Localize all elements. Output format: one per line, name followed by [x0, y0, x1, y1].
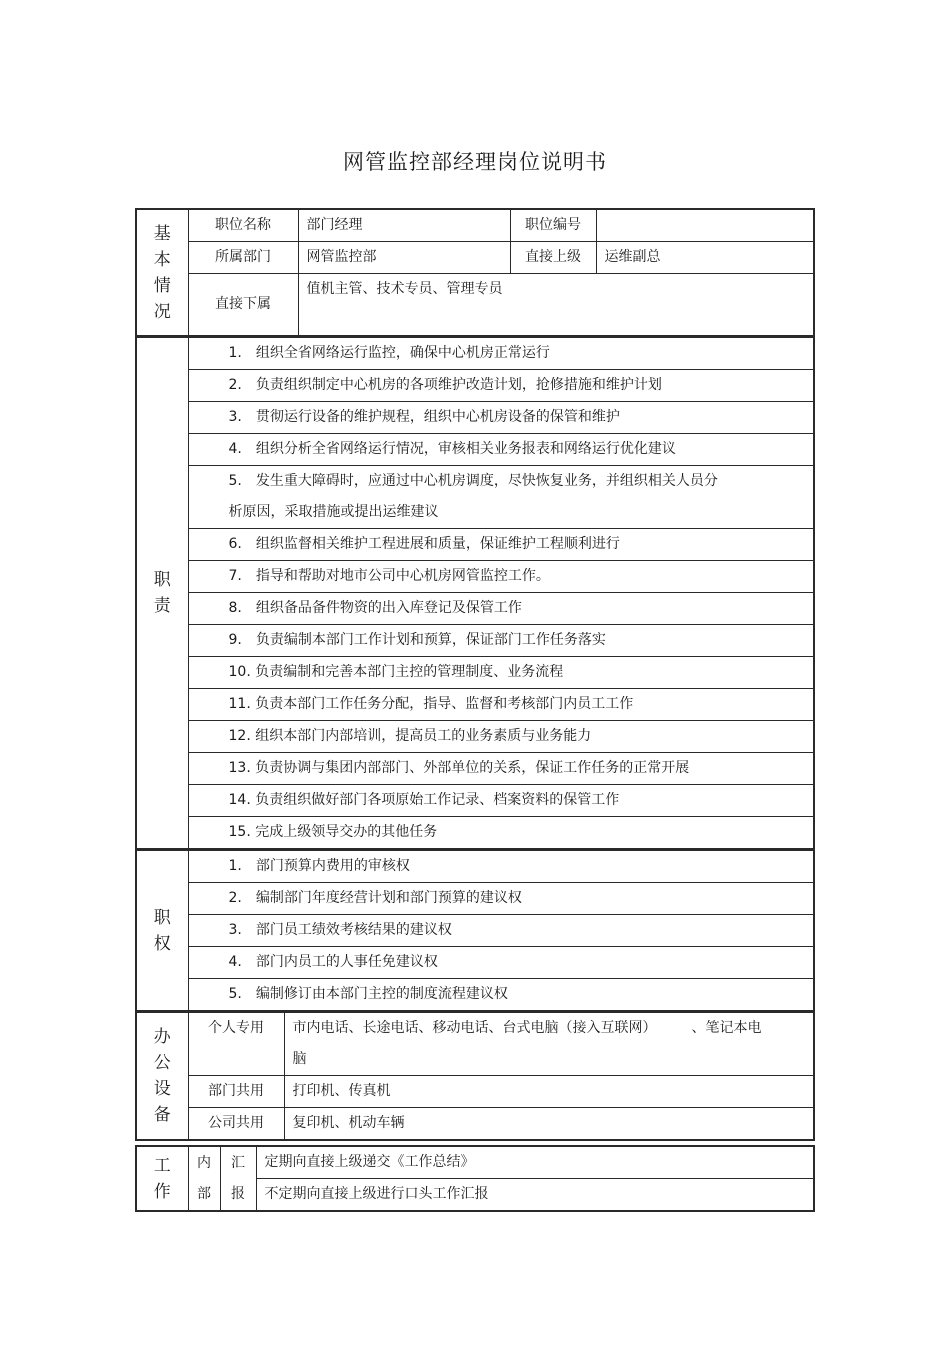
equipment-department-label: 部门共用 [188, 1076, 284, 1108]
equipment-company-value: 复印机、机动车辆 [284, 1108, 814, 1141]
duty-item: 3. 贯彻运行设备的维护规程，组织中心机房设备的保管和维护 [188, 402, 814, 434]
subordinates-value: 值机主管、技术专员、管理专员 [298, 274, 814, 336]
position-name-value: 部门经理 [298, 209, 510, 242]
duty-item: 7. 指导和帮助对地市公司中心机房网管监控工作。 [188, 561, 814, 593]
equipment-personal-line1: 市内电话、长途电话、移动电话、台式电脑（接入互联网） 、笔记本电 [292, 1020, 762, 1036]
duty-item: 5. 发生重大障碍时，应通过中心机房调度，尽快恢复业务，并组织相关人员分 [188, 466, 814, 498]
page-title: 网管监控部经理岗位说明书 [343, 150, 607, 174]
department-value: 网管监控部 [298, 242, 510, 274]
work-internal-label: 内部 [188, 1146, 220, 1211]
duty-item: 1. 组织全省网络运行监控，确保中心机房正常运行 [188, 337, 814, 370]
duty-item: 2. 负责组织制定中心机房的各项维护改造计划，抢修措施和维护计划 [188, 370, 814, 402]
position-name-label: 职位名称 [188, 209, 298, 242]
work-relations-table [135, 1145, 815, 1212]
basic-info-table [135, 208, 815, 336]
power-item: 5. 编制修订由本部门主控的制度流程建议权 [188, 979, 814, 1011]
power-item: 3. 部门员工绩效考核结果的建议权 [188, 915, 814, 947]
supervisor-label: 直接上级 [510, 242, 596, 274]
power-item: 2. 编制部门年度经营计划和部门预算的建议权 [188, 883, 814, 915]
position-code-label: 职位编号 [510, 209, 596, 242]
equipment-personal-value [284, 1012, 814, 1076]
duty-item: 4. 组织分析全省网络运行情况，审核相关业务报表和网络运行优化建议 [188, 434, 814, 466]
power-item: 1. 部门预算内费用的审核权 [188, 850, 814, 883]
powers-section-label: 职权 [136, 850, 188, 1011]
equipment-personal-line2: 脑 [292, 1051, 307, 1067]
duty-item: 13. 负责协调与集团内部部门、外部单位的关系，保证工作任务的正常开展 [188, 753, 814, 785]
basic-section-label: 基本情况 [136, 209, 188, 336]
power-item: 4. 部门内员工的人事任免建议权 [188, 947, 814, 979]
duty-item-continuation: 析原因，采取措施或提出运维建议 [188, 497, 814, 529]
duty-item: 9. 负责编制本部门工作计划和预算，保证部门工作任务落实 [188, 625, 814, 657]
duty-item: 8. 组织备品备件物资的出入库登记及保管工作 [188, 593, 814, 625]
duty-item: 6. 组织监督相关维护工程进展和质量，保证维护工程顺利进行 [188, 529, 814, 561]
equipment-company-label: 公司共用 [188, 1108, 284, 1141]
equipment-department-value: 打印机、传真机 [284, 1076, 814, 1108]
job-description-form [135, 208, 815, 1212]
duty-item: 15. 完成上级领导交办的其他任务 [188, 817, 814, 849]
duties-section-label: 职责 [136, 337, 188, 849]
powers-table [135, 849, 815, 1011]
work-report-label: 汇报 [220, 1146, 256, 1211]
equipment-section-label: 办公设备 [136, 1012, 188, 1140]
work-section-label: 工作 [136, 1146, 188, 1211]
duty-item: 14. 负责组织做好部门各项原始工作记录、档案资料的保管工作 [188, 785, 814, 817]
department-label: 所属部门 [188, 242, 298, 274]
equipment-table [135, 1011, 815, 1141]
subordinates-label: 直接下属 [188, 274, 298, 336]
duties-table [135, 336, 815, 849]
equipment-personal-label: 个人专用 [188, 1012, 284, 1076]
work-item: 不定期向直接上级进行口头工作汇报 [256, 1179, 814, 1212]
duty-item: 10. 负责编制和完善本部门主控的管理制度、业务流程 [188, 657, 814, 689]
work-item: 定期向直接上级递交《工作总结》 [256, 1146, 814, 1179]
duty-item: 12. 组织本部门内部培训，提高员工的业务素质与业务能力 [188, 721, 814, 753]
supervisor-value: 运维副总 [596, 242, 814, 274]
duty-item: 11. 负责本部门工作任务分配，指导、监督和考核部门内员工工作 [188, 689, 814, 721]
position-code-value [596, 209, 814, 242]
